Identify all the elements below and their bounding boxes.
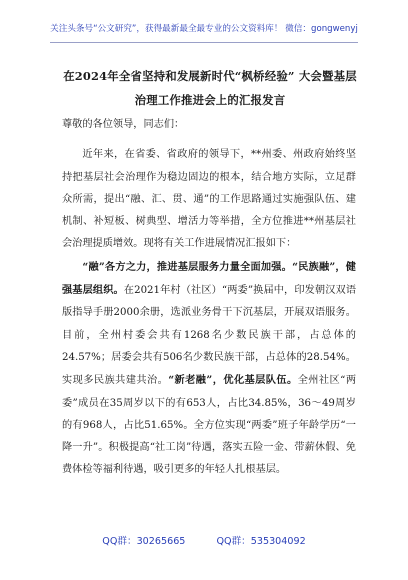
paragraph-rong xyxy=(62,256,356,482)
paragraph-intro: 近年来，在省委、省政府的领导下，**州委、州政府始终坚持把基层社会治理作为稳边固边的根本，结合地方实际，立足群众所需，提出“融、汇、贯、通”的工作思路通过实施强队伍、建机制、补短板、树典型、增活力等举措，全方位推进**州基层社会治理提质增效。现将有关工作进展情况汇报如下： xyxy=(62,149,356,250)
footer xyxy=(0,533,408,547)
footer-qq-1: QQ群：30265665 xyxy=(102,536,186,547)
text-minzu: 在2021年村（社区）“两委”换届中，印发朝汉双语版指导手册2000余册，选派业务骨干下沉基层，开展双语服务。目前，全州村委会共有1268名少数民族干部，占总体的24.57%；居委会共有506名少数民族干部，占总体的28.54%。实现多民族共建共治。 xyxy=(62,285,357,387)
salutation: 尊敬的各位领导，同志们： xyxy=(62,119,185,130)
subheading-xinlao: “新老融”，优化基层队伍。 xyxy=(168,374,298,387)
header-divider xyxy=(50,42,358,43)
footer-qq-2: QQ群：535304092 xyxy=(216,536,306,547)
text-xinlao: 全州社区“两委”成员在35周岁以下的有653人，占比34.85%，36～49周岁的有968人，占比51.65%。全方位实现“两委”班子年龄学历“一降一升”。积极提高“社工岗”待遇，落实五险一金、带薪休假、免费体检等福利待遇，吸引更多的年轻人扎根基层。 xyxy=(62,375,357,476)
section-heading: “融”各方之力，推进基层服务力量全面加强。 xyxy=(82,260,293,273)
title-line-2: 治理工作推进会上的汇报发言 xyxy=(134,93,286,107)
document-body xyxy=(62,114,356,482)
header-notice: 关注头条号“公文研究”，获得最新最全最专业的公文资料库！ 微信：gongwenyj xyxy=(50,24,358,34)
title-line-1: 在2024年全省坚持和发展新时代“枫桥经验” 大会暨基层 xyxy=(63,69,357,83)
document-title xyxy=(52,64,368,112)
subheading-minzu: “民族融”，健强基层组织。 xyxy=(62,260,356,297)
